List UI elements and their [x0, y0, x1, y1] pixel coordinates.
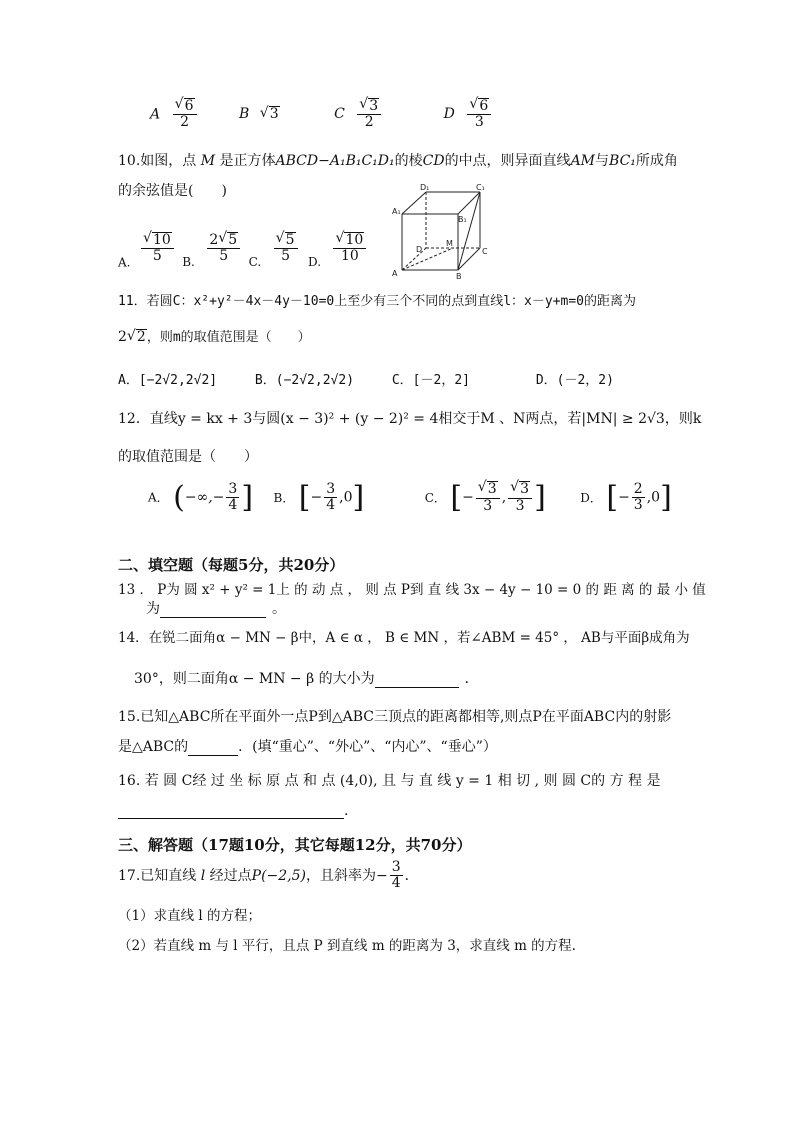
- q10-option-a-label: A.: [118, 255, 131, 270]
- q11-option-a: A．[−2√2,2√2]: [118, 373, 218, 388]
- q13-line1: 13 ． P为 圆 x² + y² = 1上 的 动 点 ， 则 点 P到 直 线 3x − 4y − 10 = 0 的 距 离 的 最 小 值: [118, 582, 706, 598]
- q9-option-d-label: D: [443, 106, 455, 123]
- q17-stem: 17.已知直线 l 经过点P(−2,5)，且斜率为− $\frac{3}{4}$ ．: [118, 859, 419, 892]
- q15-answer-blank[interactable]: [188, 739, 238, 756]
- q15-line1: 15.已知△ABC所在平面外一点P到△ABC三顶点的距离都相等,则点P在平面ABC内的射影: [118, 709, 672, 725]
- q10-option-c-value: √ $\frac{5}{5}$: [274, 232, 298, 265]
- label-c: C: [482, 247, 488, 256]
- q10-options: [118, 232, 368, 269]
- q16-line1: 16. 若 圆 C经 过 坐 标 原 点 和 点 (4,0), 且 与 直 线 y = 1 相 切 , 则 圆 C的 方 程 是: [118, 773, 661, 789]
- q9-options: [150, 98, 493, 131]
- q9-option-c-label: C: [334, 106, 345, 123]
- q10-option-d-value: √ $\frac{10}{10}$: [333, 232, 366, 265]
- q11-options: [118, 369, 614, 388]
- segment-a-m: [402, 248, 453, 270]
- q12-option-c-label: C．: [424, 490, 446, 505]
- q9-option-a-label: A: [150, 106, 161, 123]
- label-c1: C₁: [476, 183, 485, 192]
- q12-options: A． (−∞,− $\frac{3}{4}$ ] B． [− $\frac{3}{4}$ ,0] C． [− √ $\frac{3}{3}$ , √ $\frac{3}{3}$ ] D． [− $\frac{2}{3}$ ,0]: [148, 480, 672, 515]
- q15-line2: 是△ABC的 ．(填“重心”、“外心”、“内心”、“垂心”）: [118, 739, 497, 755]
- q12-option-b-label: B．: [273, 490, 295, 505]
- q9-option-c-value: √ $\frac{3}{2}$: [357, 98, 381, 131]
- q9-option-b-label: B: [238, 106, 250, 123]
- q10-option-b-value: $\frac{2√ 5}{5}$: [207, 232, 240, 265]
- q10-option-b-label: B.: [182, 255, 195, 270]
- q10-line2: 的余弦值是( ): [118, 183, 227, 199]
- q11-option-d: D．(－2，2): [535, 373, 614, 388]
- q17-sub1: （1）求直线 l 的方程；: [118, 908, 261, 924]
- q11-line1: 11．若圆C：x²+y²－4x－4y－10=0上至少有三个不同的点到直线l：x－y+m=0的距离为: [118, 294, 637, 309]
- q13-line2: 为 。: [146, 601, 286, 617]
- cube-figure: [388, 182, 498, 282]
- label-m: M: [446, 239, 453, 248]
- q14-line2: 30°，则二面角α − MN − β 的大小为 ．: [134, 671, 479, 687]
- q9-option-a-value: √ $\frac{6}{2}$: [173, 98, 197, 131]
- q12-line2: 的取值范围是（ ）: [118, 449, 258, 465]
- q10-option-d-label: D.: [308, 255, 322, 270]
- q14-answer-blank[interactable]: [375, 671, 459, 688]
- label-a: A: [392, 269, 398, 278]
- q11-option-b: B．(−2√2,2√2): [254, 373, 355, 388]
- label-d: D: [416, 245, 423, 254]
- q16-answer-blank[interactable]: [118, 802, 344, 819]
- edge-a-d: [402, 248, 426, 270]
- q12-option-a-label: A．: [148, 490, 169, 505]
- q13-answer-blank[interactable]: [160, 601, 266, 618]
- q12-option-d-label: D．: [580, 490, 602, 505]
- q17-sub2: （2）若直线 m 与 l 平行，且点 P 到直线 m 的距离为 3，求直线 m 的方程.: [118, 938, 576, 954]
- q12-line1: 12．直线y = kx + 3与圆(x − 3)² + (y − 2)² = 4相交于M 、N两点，若|MN| ≥ 2√3，则k: [118, 411, 702, 427]
- q9-option-b-value: √ 3: [260, 106, 280, 122]
- section-3-title: 三、解答题（17题10分，其它每题12分，共70分）: [118, 836, 472, 854]
- q10-option-c-label: C.: [248, 255, 262, 270]
- q11-option-c: C．[－2，2]: [391, 373, 470, 388]
- edge-a1-d1: [402, 192, 426, 214]
- label-b: B: [456, 272, 462, 281]
- label-d1: D₁: [420, 183, 430, 192]
- label-b1: B₁: [458, 215, 467, 224]
- q11-line2: 2√ 2，则m的取值范围是（ ）: [118, 326, 311, 345]
- q10-option-a-value: √ $\frac{10}{5}$: [141, 232, 174, 265]
- q14-line1: 14．在锐二面角α − MN − β中，A ∈ α ， B ∈ MN ，若∠ABM = 45° ， AB与平面β成角为: [118, 630, 690, 646]
- q16-line2: .: [118, 802, 348, 819]
- q10-line1: 10.如图，点 M 是正方体ABCD−A₁B₁C₁D₁的棱CD的中点，则异面直线AM与BC₁所成角: [118, 153, 678, 169]
- label-a1: A₁: [392, 207, 401, 216]
- q9-option-d-value: √ $\frac{6}{3}$: [467, 98, 491, 131]
- section-2-title: 二、填空题（每题5分，共20分）: [118, 556, 345, 574]
